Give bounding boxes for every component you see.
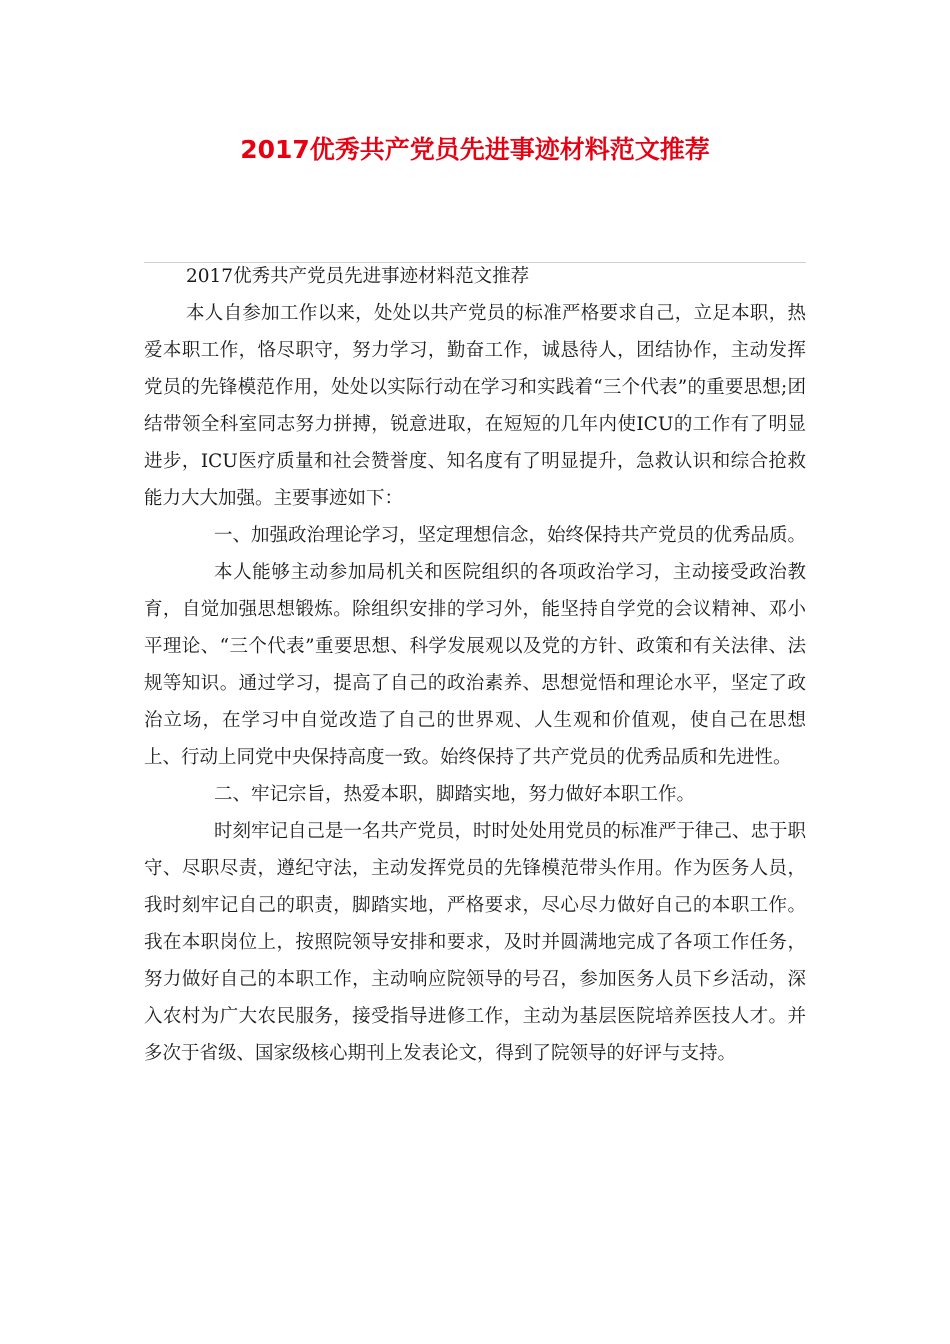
paragraph-section-1: 本人能够主动参加局机关和医院组织的各项政治学习，主动接受政治教育，自觉加强思想锻炼。除组织安排的学习外，能坚持自学党的会议精神、邓小平理论、“三个代表”重要思想、科学发展观以及党的方针、政策和有关法律、法规等知识。通过学习，提高了自己的政治素养、思想觉悟和理论水平，坚定了政治立场，在学习中自觉改造了自己的世界观、人生观和价值观，使自己在思想上、行动上同党中央保持高度一致。始终保持了共产党员的优秀品质和先进性。 [144, 562, 806, 768]
paragraph-section-2: 时刻牢记自己是一名共产党员，时时处处用党员的标准严于律己、忠于职守、尽职尽责，遵纪守法，主动发挥党员的先锋模范带头作用。作为医务人员，我时刻牢记自己的职责，脚踏实地，严格要求，尽心尽力做好自己的本职工作。我在本职岗位上，按照院领导安排和要求，及时并圆满地完成了各项工作任务，努力做好自己的本职工作，主动响应院领导的号召，参加医务人员下乡活动，深入农村为广大农民服务，接受指导进修工作，主动为基层医院培养医技人才。并多次于省级、国家级核心期刊上发表论文，得到了院领导的好评与支持。 [144, 821, 807, 1064]
document-title: 2017优秀共产党员先进事迹材料范文推荐 [240, 135, 710, 164]
section-heading-1: 一、加强政治理论学习，坚定理想信念，始终保持共产党员的优秀品质。 [214, 525, 807, 546]
paragraph-intro: 本人自参加工作以来，处处以共产党员的标准严格要求自己，立足本职，热爱本职工作，恪尽职守，努力学习，勤奋工作，诚恳待人，团结协作，主动发挥党员的先锋模范作用，处处以实际行动在学习和实践着“三个代表”的重要思想;团结带领全科室同志努力拼搏，锐意进取，在短短的几年内使ICU的工作有了明显进步，ICU医疗质量和社会赞誉度、知名度有了明显提升，急救认识和综合抢救能力大大加强。主要事迹如下： [144, 303, 806, 509]
section-heading-2: 二、牢记宗旨，热爱本职，脚踏实地，努力做好本职工作。 [214, 784, 696, 805]
document-body [144, 258, 806, 1072]
document-subtitle: 2017优秀共产党员先进事迹材料范文推荐 [186, 266, 530, 287]
